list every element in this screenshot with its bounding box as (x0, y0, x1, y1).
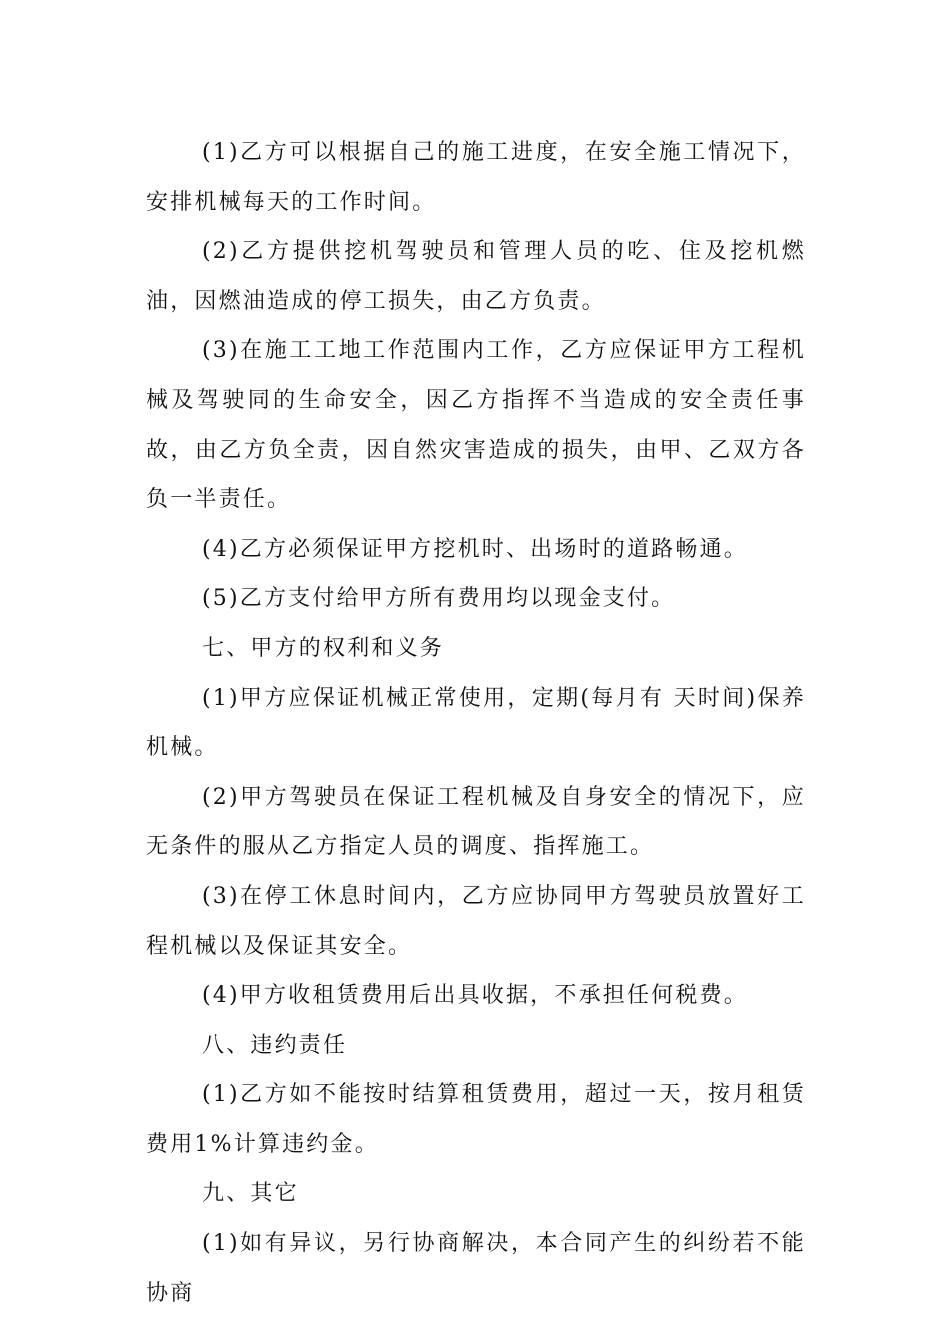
clause-paragraph: (3)在施工工地工作范围内工作，乙方应保证甲方工程机械及驾驶同的生命安全，因乙方指挥不当造成的安全责任事故，由乙方负全责，因自然灾害造成的损失，由甲、乙双方各负一半责任。 (146, 338, 806, 513)
clause-paragraph: (2)甲方驾驶员在保证工程机械及自身安全的情况下，应无条件的服从乙方指定人员的调度、指挥施工。 (146, 784, 806, 860)
clause-paragraph: (4)甲方收租赁费用后出具收据，不承担任何税费。 (202, 983, 748, 1009)
clause-paragraph: (2)乙方提供挖机驾驶员和管理人员的吃、住及挖机燃油，因燃油造成的停工损失，由乙方负责。 (146, 239, 806, 314)
clause-paragraph: (1)乙方可以根据自己的施工进度，在安全施工情况下，安排机械每天的工作时间。 (146, 140, 806, 215)
clause-paragraph: (4)乙方必须保证甲方挖机时、出场时的道路畅通。 (202, 536, 748, 562)
section-heading: 七、甲方的权利和义务 (202, 635, 445, 661)
section-heading: 九、其它 (202, 1181, 299, 1207)
section-heading: 八、违约责任 (202, 1032, 348, 1058)
clause-paragraph: (5)乙方支付给甲方所有费用均以现金支付。 (202, 586, 676, 612)
clause-paragraph: (1)甲方应保证机械正常使用，定期(每月有 天时间)保养机械。 (146, 685, 806, 761)
clause-paragraph: (1)乙方如不能按时结算租赁费用，超过一天，按月租赁费用1%计算违约金。 (146, 1082, 806, 1157)
document-body (146, 128, 806, 1318)
clause-paragraph: (3)在停工休息时间内，乙方应协同甲方驾驶员放置好工程机械以及保证其安全。 (146, 883, 806, 959)
clause-paragraph: (1)如有异议，另行协商解决，本合同产生的纠纷若不能协商 (146, 1231, 806, 1306)
